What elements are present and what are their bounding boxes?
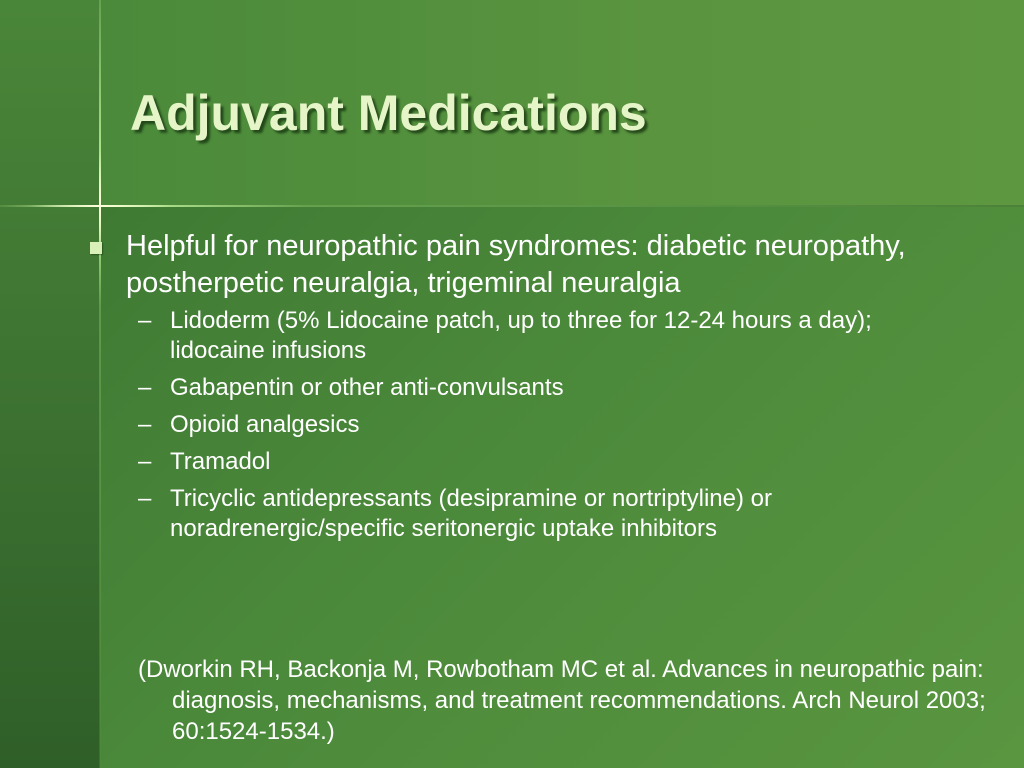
dash-marker: – — [138, 485, 152, 512]
dash-marker: – — [138, 307, 152, 334]
sub-bullet-text: Opioid analgesics — [170, 411, 360, 438]
main-bullet — [90, 228, 950, 302]
sub-bullet-text: Gabapentin or other anti-convulsants — [170, 374, 564, 401]
sparkle-horizontal — [30, 205, 170, 207]
dash-marker: – — [138, 448, 152, 475]
slide-title: Adjuvant Medications — [130, 85, 647, 141]
main-bullet-text: Helpful for neuropathic pain syndromes: diabetic neuropathy, postherpetic neuralgia, trigeminal neuralgia — [126, 230, 906, 299]
dash-marker: – — [138, 411, 152, 438]
sub-bullet-item — [138, 373, 950, 403]
sub-bullet-item — [138, 306, 950, 366]
slide-content — [90, 228, 950, 551]
sub-bullet-text: Tramadol — [170, 448, 271, 475]
left-band — [0, 0, 100, 768]
citation: (Dworkin RH, Backonja M, Rowbotham MC et al. Advances in neuropathic pain: diagnosis, mechanisms, and treatment recommendations. Arch Neurol 2003; 60:1524-1534.) — [138, 656, 986, 745]
sub-bullet-text: Tricyclic antidepressants (desipramine or nortriptyline) or noradrenergic/specific seritonergic uptake inhibitors — [170, 485, 772, 542]
dash-marker: – — [138, 374, 152, 401]
sub-bullet-item — [138, 410, 950, 440]
sub-bullet-item — [138, 447, 950, 477]
sub-bullet-text: Lidoderm (5% Lidocaine patch, up to three for 12-24 hours a day); lidocaine infusions — [170, 307, 872, 364]
square-bullet-icon — [90, 242, 102, 254]
sub-bullet-list — [90, 306, 950, 544]
sub-bullet-item — [138, 484, 950, 544]
